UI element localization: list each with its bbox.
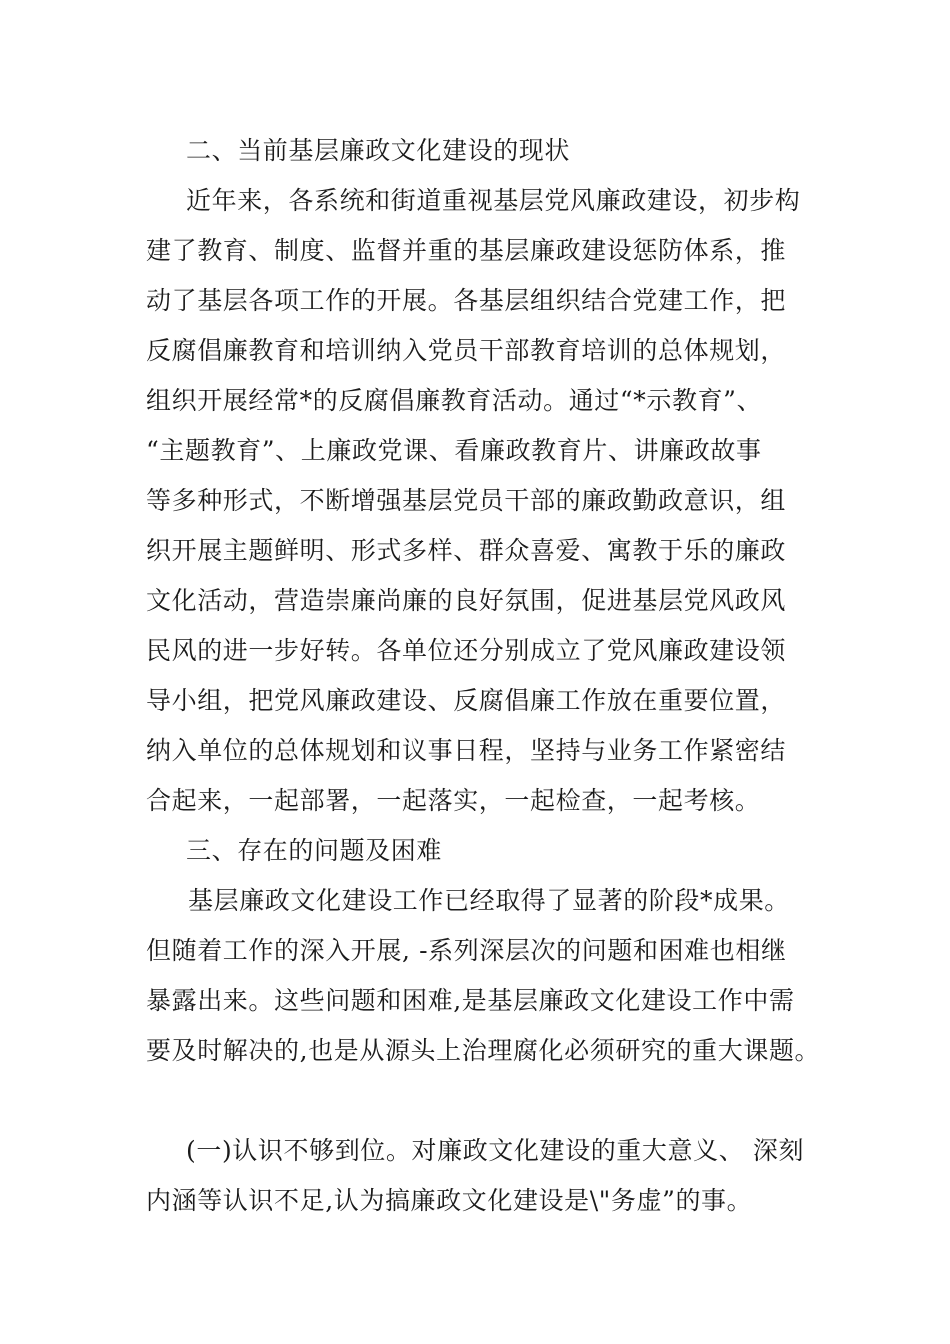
- section-3-line-1: 基层廉政文化建设工作已经取得了显著的阶段*成果。: [188, 886, 790, 915]
- subsection-1-line-1: (一)认识不够到位。对廉政文化建设的重大意义、 深刻: [186, 1136, 805, 1165]
- section-2-line-3: 动了基层各项工作的开展。各基层组织结合党建工作，把: [146, 286, 787, 315]
- section-2-line-13: 合起来，一起部署，一起落实，一起检查，一起考核。: [146, 786, 761, 815]
- section-2-line-4: 反腐倡廉教育和培训纳入党员干部教育培训的总体规划，: [146, 336, 787, 365]
- section-2-line-10: 民风的进一步好转。各单位还分别成立了党风廉政建设领: [146, 636, 787, 665]
- section-3-line-2: 但随着工作的深入开展, -系列深层次的问题和困难也相继: [146, 936, 787, 965]
- section-3-line-4: 要及时解决的,也是从源头上治理腐化必须研究的重大课题。: [146, 1036, 821, 1065]
- section-2-line-11: 导小组，把党风廉政建设、反腐倡廉工作放在重要位置，: [146, 686, 787, 715]
- section-3-heading: 三、存在的问题及困难: [186, 836, 443, 865]
- section-2-line-2: 建了教育、制度、监督并重的基层廉政建设惩防体系，推: [146, 236, 787, 265]
- section-2-line-8: 织开展主题鲜明、形式多样、群众喜爱、寓教于乐的廉政: [146, 536, 787, 565]
- section-2-line-6: “主题教育”、上廉政党课、看廉政教育片、讲廉政故事: [146, 436, 762, 465]
- section-3-line-3: 暴露出来。这些问题和困难,是基层廉政文化建设工作中需: [146, 986, 795, 1015]
- section-2-line-5: 组织开展经常*的反腐倡廉教育活动。通过“*示教育”、: [146, 386, 763, 415]
- section-2-line-12: 纳入单位的总体规划和议事日程，坚持与业务工作紧密结: [146, 736, 787, 765]
- subsection-1-line-2: 内涵等认识不足,认为搞廉政文化建设是\"务虚”的事。: [146, 1186, 753, 1215]
- section-2-line-1: 近年来，各系统和街道重视基层党风廉政建设，初步构: [186, 186, 801, 215]
- section-2-heading: 二、当前基层廉政文化建设的现状: [186, 136, 571, 165]
- section-2-line-9: 文化活动，营造崇廉尚廉的良好氛围，促进基层党风政风: [146, 586, 787, 615]
- section-2-line-7: 等多种形式，不断增强基层党员干部的廉政勤政意识，组: [146, 486, 787, 515]
